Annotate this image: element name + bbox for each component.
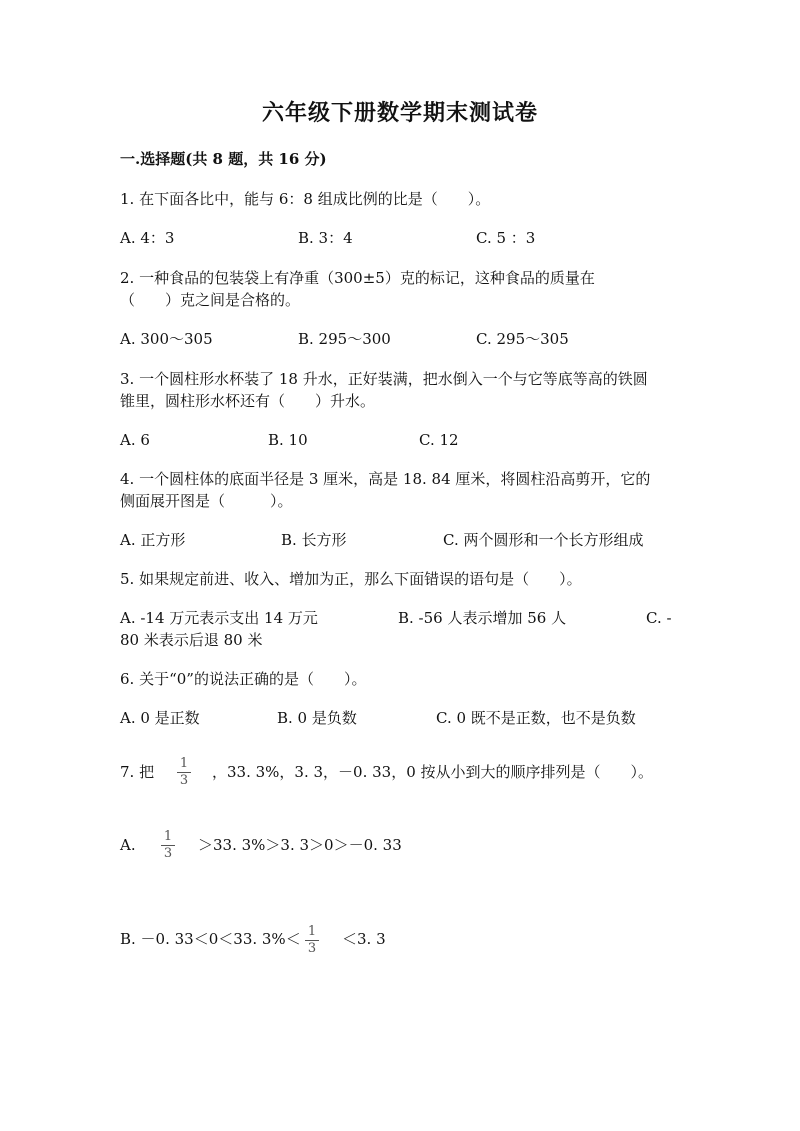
question-1-option-a[interactable]: A. 4：3 bbox=[120, 229, 175, 247]
section-heading: 一.选择题(共 8 题，共 16 分) bbox=[120, 150, 327, 168]
question-2-option-b[interactable]: B. 295～300 bbox=[298, 330, 391, 348]
question-7-stem-prefix: 7. 把 bbox=[120, 763, 155, 781]
question-2-stem-line-2: （ ）克之间是合格的。 bbox=[120, 291, 301, 309]
question-5-stem: 5. 如果规定前进、收入、增加为正，那么下面错误的语句是（ ）。 bbox=[120, 570, 582, 588]
question-3-stem-line-1: 3. 一个圆柱形水杯装了 18 升水，正好装满，把水倒入一个与它等底等高的铁圆 bbox=[120, 370, 648, 388]
question-7-option-b-text[interactable]: B. －0. 33＜0＜33. 3%＜ bbox=[120, 930, 301, 948]
fraction-denominator: 3 bbox=[163, 846, 173, 861]
question-1-option-b[interactable]: B. 3：4 bbox=[298, 229, 353, 247]
question-2-stem-line-1: 2. 一种食品的包装袋上有净重（300±5）克的标记，这种食品的质量在 bbox=[120, 269, 595, 287]
fraction-numerator: 1 bbox=[179, 756, 189, 771]
question-3-option-c[interactable]: C. 12 bbox=[419, 431, 459, 449]
fraction-numerator: 1 bbox=[163, 829, 173, 844]
question-3-stem-line-2: 锥里，圆柱形水杯还有（ ）升水。 bbox=[120, 392, 376, 410]
question-4-option-b[interactable]: B. 长方形 bbox=[281, 531, 347, 549]
question-4-stem-line-1: 4. 一个圆柱体的底面半径是 3 厘米，高是 18. 84 厘米，将圆柱沿高剪开，它的 bbox=[120, 470, 651, 488]
question-7-option-a-label[interactable]: A. bbox=[120, 836, 136, 854]
question-7-stem-suffix: ，33. 3%，3. 3，－0. 33，0 按从小到大的顺序排列是（ ）。 bbox=[212, 763, 654, 781]
fraction-numerator: 1 bbox=[307, 924, 317, 939]
question-7-option-b-fraction bbox=[305, 925, 319, 956]
question-6-option-a[interactable]: A. 0 是正数 bbox=[120, 709, 200, 727]
question-4-option-c[interactable]: C. 两个圆形和一个长方形组成 bbox=[443, 531, 644, 549]
question-5-option-a[interactable]: A. -14 万元表示支出 14 万元 bbox=[120, 609, 318, 627]
question-4-stem-line-2: 侧面展开图是（ ）。 bbox=[120, 492, 293, 510]
fraction-denominator: 3 bbox=[307, 941, 317, 956]
question-7-option-a-fraction bbox=[161, 830, 175, 861]
question-6-option-c[interactable]: C. 0 既不是正数，也不是负数 bbox=[436, 709, 636, 727]
question-7-option-b-end[interactable]: ＜3. 3 bbox=[342, 930, 386, 948]
question-2-option-c[interactable]: C. 295～305 bbox=[476, 330, 569, 348]
question-1-stem: 1. 在下面各比中，能与 6：8 组成比例的比是（ ）。 bbox=[120, 190, 491, 208]
question-5-option-b[interactable]: B. -56 人表示增加 56 人 bbox=[398, 609, 567, 627]
question-3-option-b[interactable]: B. 10 bbox=[268, 431, 308, 449]
question-5-option-c-part-2[interactable]: 80 米表示后退 80 米 bbox=[120, 631, 263, 649]
question-6-stem: 6. 关于“0”的说法正确的是（ ）。 bbox=[120, 670, 367, 688]
question-4-option-a[interactable]: A. 正方形 bbox=[120, 531, 186, 549]
question-1-option-c[interactable]: C. 5 ：3 bbox=[476, 229, 536, 247]
page-title: 六年级下册数学期末测试卷 bbox=[261, 100, 538, 126]
question-5-option-c-part-1[interactable]: C. - bbox=[646, 609, 672, 627]
question-2-option-a[interactable]: A. 300～305 bbox=[120, 330, 213, 348]
fraction-denominator: 3 bbox=[179, 773, 189, 788]
question-3-option-a[interactable]: A. 6 bbox=[120, 431, 150, 449]
question-7-option-a-text[interactable]: ＞33. 3%＞3. 3＞0＞－0. 33 bbox=[198, 836, 402, 854]
question-7-fraction bbox=[177, 757, 191, 788]
question-6-option-b[interactable]: B. 0 是负数 bbox=[277, 709, 357, 727]
